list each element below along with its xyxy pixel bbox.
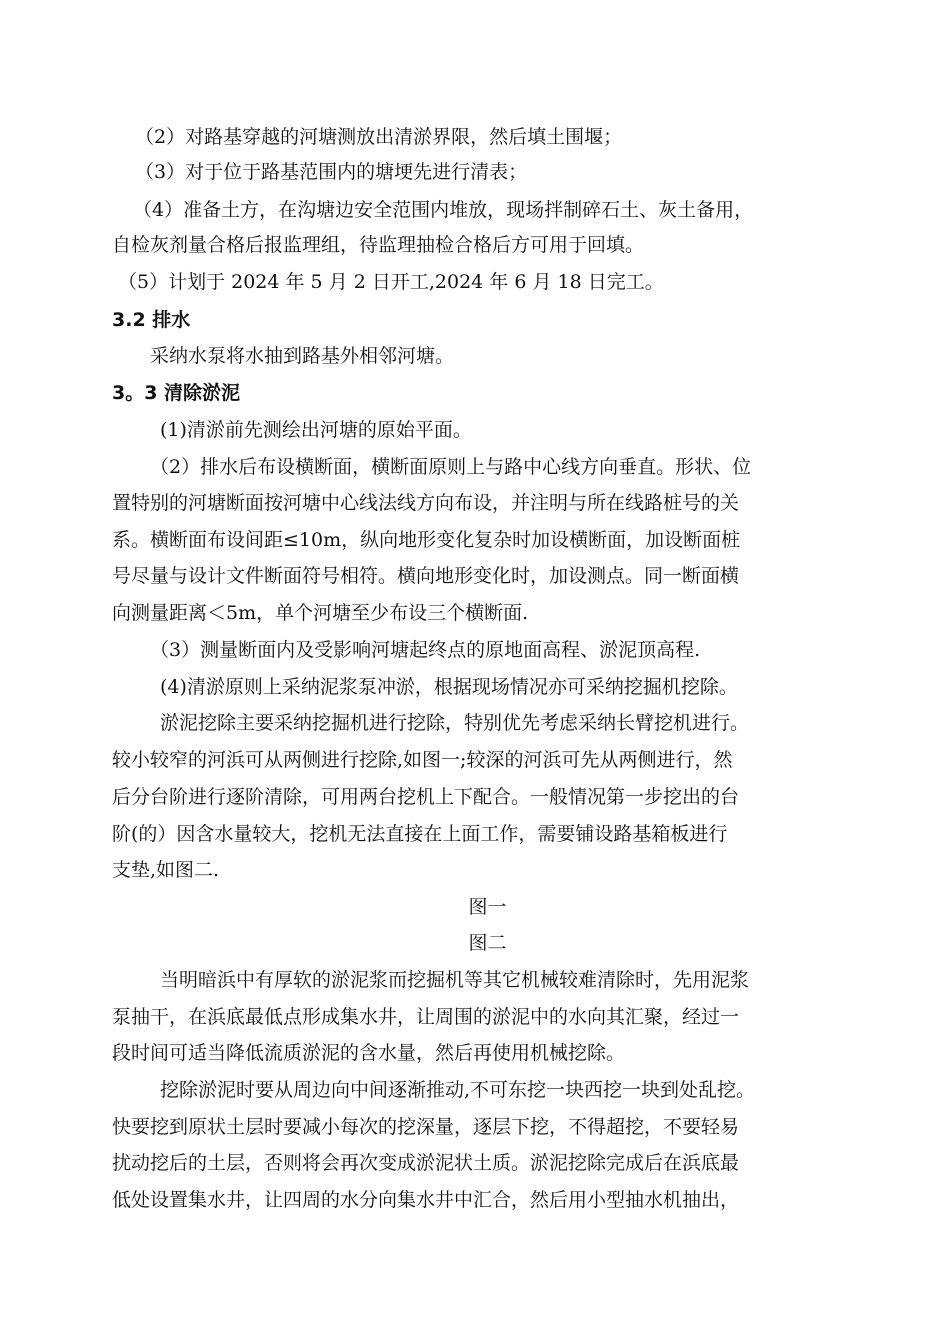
paragraph-item-4-line-1: （4）准备土方，在沟塘边安全范围内堆放，现场拌制碎石土、灰土备用， xyxy=(133,199,754,221)
figure-caption-1: 图一 xyxy=(468,896,507,918)
excavation-paragraph-line-1: 淤泥挖除主要采纳挖掘机进行挖除，特别优先考虑采纳长臂挖机进行。 xyxy=(160,712,750,734)
mud-paragraph-line-3: 段时间可适当降低流质淤泥的含水量，然后再使用机械挖除。 xyxy=(112,1042,626,1064)
excavation-paragraph-line-4: 阶(的）因含水量较大，挖机无法直接在上面工作，需要铺设路基箱板进行 xyxy=(112,823,728,845)
section-3-3-item-4: (4)清淤原则上采纳泥浆泵冲淤，根据现场情况亦可采纳挖掘机挖除。 xyxy=(160,676,738,698)
section-3-3-item-1: (1)清淤前先测绘出河塘的原始平面。 xyxy=(160,419,472,441)
push-paragraph-line-1: 挖除淤泥时要从周边向中间逐渐推动,不可东挖一块西挖一块到处乱挖。 xyxy=(160,1079,756,1101)
paragraph-item-3: （3）对于位于路基范围内的塘埂先进行清表； xyxy=(135,161,528,183)
mud-paragraph-line-2: 泵抽干，在浜底最低点形成集水井，让周围的淤泥中的水向其汇聚，经过一 xyxy=(112,1006,740,1028)
figure-caption-2: 图二 xyxy=(468,932,507,954)
excavation-paragraph-line-5: 支垫,如图二. xyxy=(112,859,220,881)
section-3-3-item-2-line-4: 号尽量与设计文件断面符号相符。横向地形变化时，加设测点。同一断面横 xyxy=(112,565,740,587)
paragraph-item-4-line-2: 自检灰剂量合格后报监理组，待监理抽检合格后方可用于回填。 xyxy=(112,234,645,256)
push-paragraph-line-4: 低处设置集水井，让四周的水分向集水井中汇合，然后用小型抽水机抽出， xyxy=(112,1189,740,1211)
section-3-3-item-2-line-2: 置特别的河塘断面按河塘中心线法线方向布设，并注明与所在线路桩号的关 xyxy=(112,492,740,514)
section-3-2-body: 采纳水泵将水抽到路基外相邻河塘。 xyxy=(150,345,455,367)
paragraph-item-5: （5）计划于 2024 年 5 月 2 日开工,2024 年 6 月 18 日完工。 xyxy=(118,271,664,293)
paragraph-item-2: （2）对路基穿越的河塘测放出清淤界限，然后填土围堰； xyxy=(135,126,623,148)
push-paragraph-line-2: 快要挖到原状土层时要减小每次的挖深量，逐层下挖，不得超挖，不要轻易 xyxy=(112,1116,740,1138)
section-3-3-item-2-line-3: 系。横断面布设间距≤10m，纵向地形变化复杂时加设横断面，加设断面桩 xyxy=(112,529,741,551)
mud-paragraph-line-1: 当明暗浜中有厚软的淤泥浆而挖掘机等其它机械较难清除时，先用泥浆 xyxy=(160,969,750,991)
excavation-paragraph-line-2: 较小较窄的河浜可从两侧进行挖除,如图一;较深的河浜可先从两侧进行，然 xyxy=(112,749,733,771)
section-3-3-item-2-line-1: （2）排水后布设横断面，横断面原则上与路中心线方向垂直。形状、位 xyxy=(150,456,752,478)
section-heading-3-3: 3。3 清除淤泥 xyxy=(112,382,241,404)
push-paragraph-line-3: 扰动挖后的土层，否则将会再次变成淤泥状土质。淤泥挖除完成后在浜底最 xyxy=(112,1152,740,1174)
section-heading-3-2: 3.2 排水 xyxy=(112,309,191,331)
section-3-3-item-2-line-5: 向测量距离＜5m，单个河塘至少布设三个横断面. xyxy=(112,602,529,624)
excavation-paragraph-line-3: 后分台阶进行逐阶清除，可用两台挖机上下配合。一般情况第一步挖出的台 xyxy=(112,786,740,808)
section-3-3-item-3: （3）测量断面内及受影响河塘起终点的原地面高程、淤泥顶高程. xyxy=(150,639,701,661)
